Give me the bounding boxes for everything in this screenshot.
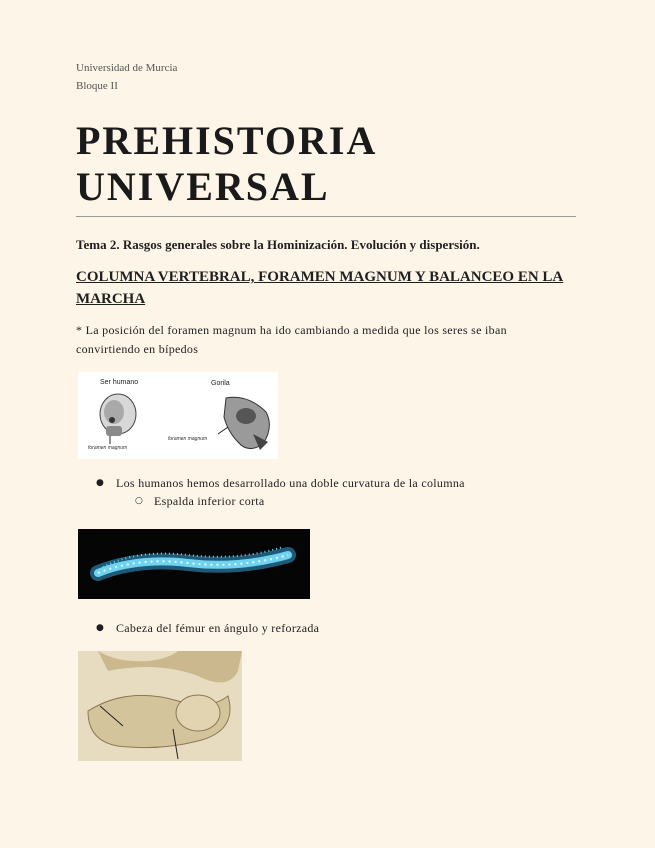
bullet-item-spine-curvature: Los humanos hemos desarrollado una doble curvatura de la columna — [116, 476, 465, 490]
skull-comparison-image — [78, 372, 278, 459]
sub-bullet-circle: ○ — [135, 496, 143, 506]
sub-bullet-item-lower-back: Espalda inferior corta — [154, 494, 265, 508]
title-line-2: UNIVERSAL — [76, 164, 330, 209]
gorilla-caption: foramen magnum — [168, 436, 208, 442]
bullet-dot: ● — [96, 623, 104, 633]
human-caption: foramen magnum — [88, 445, 128, 451]
bullet-dot: ● — [96, 478, 104, 488]
section-heading: COLUMNA VERTEBRAL, FORAMEN MAGNUM Y BALANCEO EN LA MARCHA — [76, 269, 564, 307]
bullet-item-femur-head: Cabeza del fémur en ángulo y reforzada — [116, 621, 320, 635]
spine-xray-image — [78, 529, 310, 599]
title-divider — [76, 216, 576, 217]
human-skull-icon — [100, 394, 136, 444]
human-label: Ser humano — [100, 379, 139, 386]
gorilla-label: Gorila — [211, 380, 230, 387]
block-label: Bloque II — [76, 80, 118, 92]
topic-line: Tema 2. Rasgos generales sobre la Hominización. Evolución y dispersión. — [76, 237, 480, 252]
institution-name: Universidad de Murcia — [76, 62, 178, 74]
gorilla-skull-icon — [218, 397, 269, 450]
document-title — [76, 118, 576, 210]
intro-paragraph: * La posición del foramen magnum ha ido cambiando a medida que los seres se iban convirtiendo en bípedos — [76, 323, 507, 356]
title-line-1: PREHISTORIA — [76, 118, 378, 163]
femur-pelvis-image — [78, 651, 242, 761]
